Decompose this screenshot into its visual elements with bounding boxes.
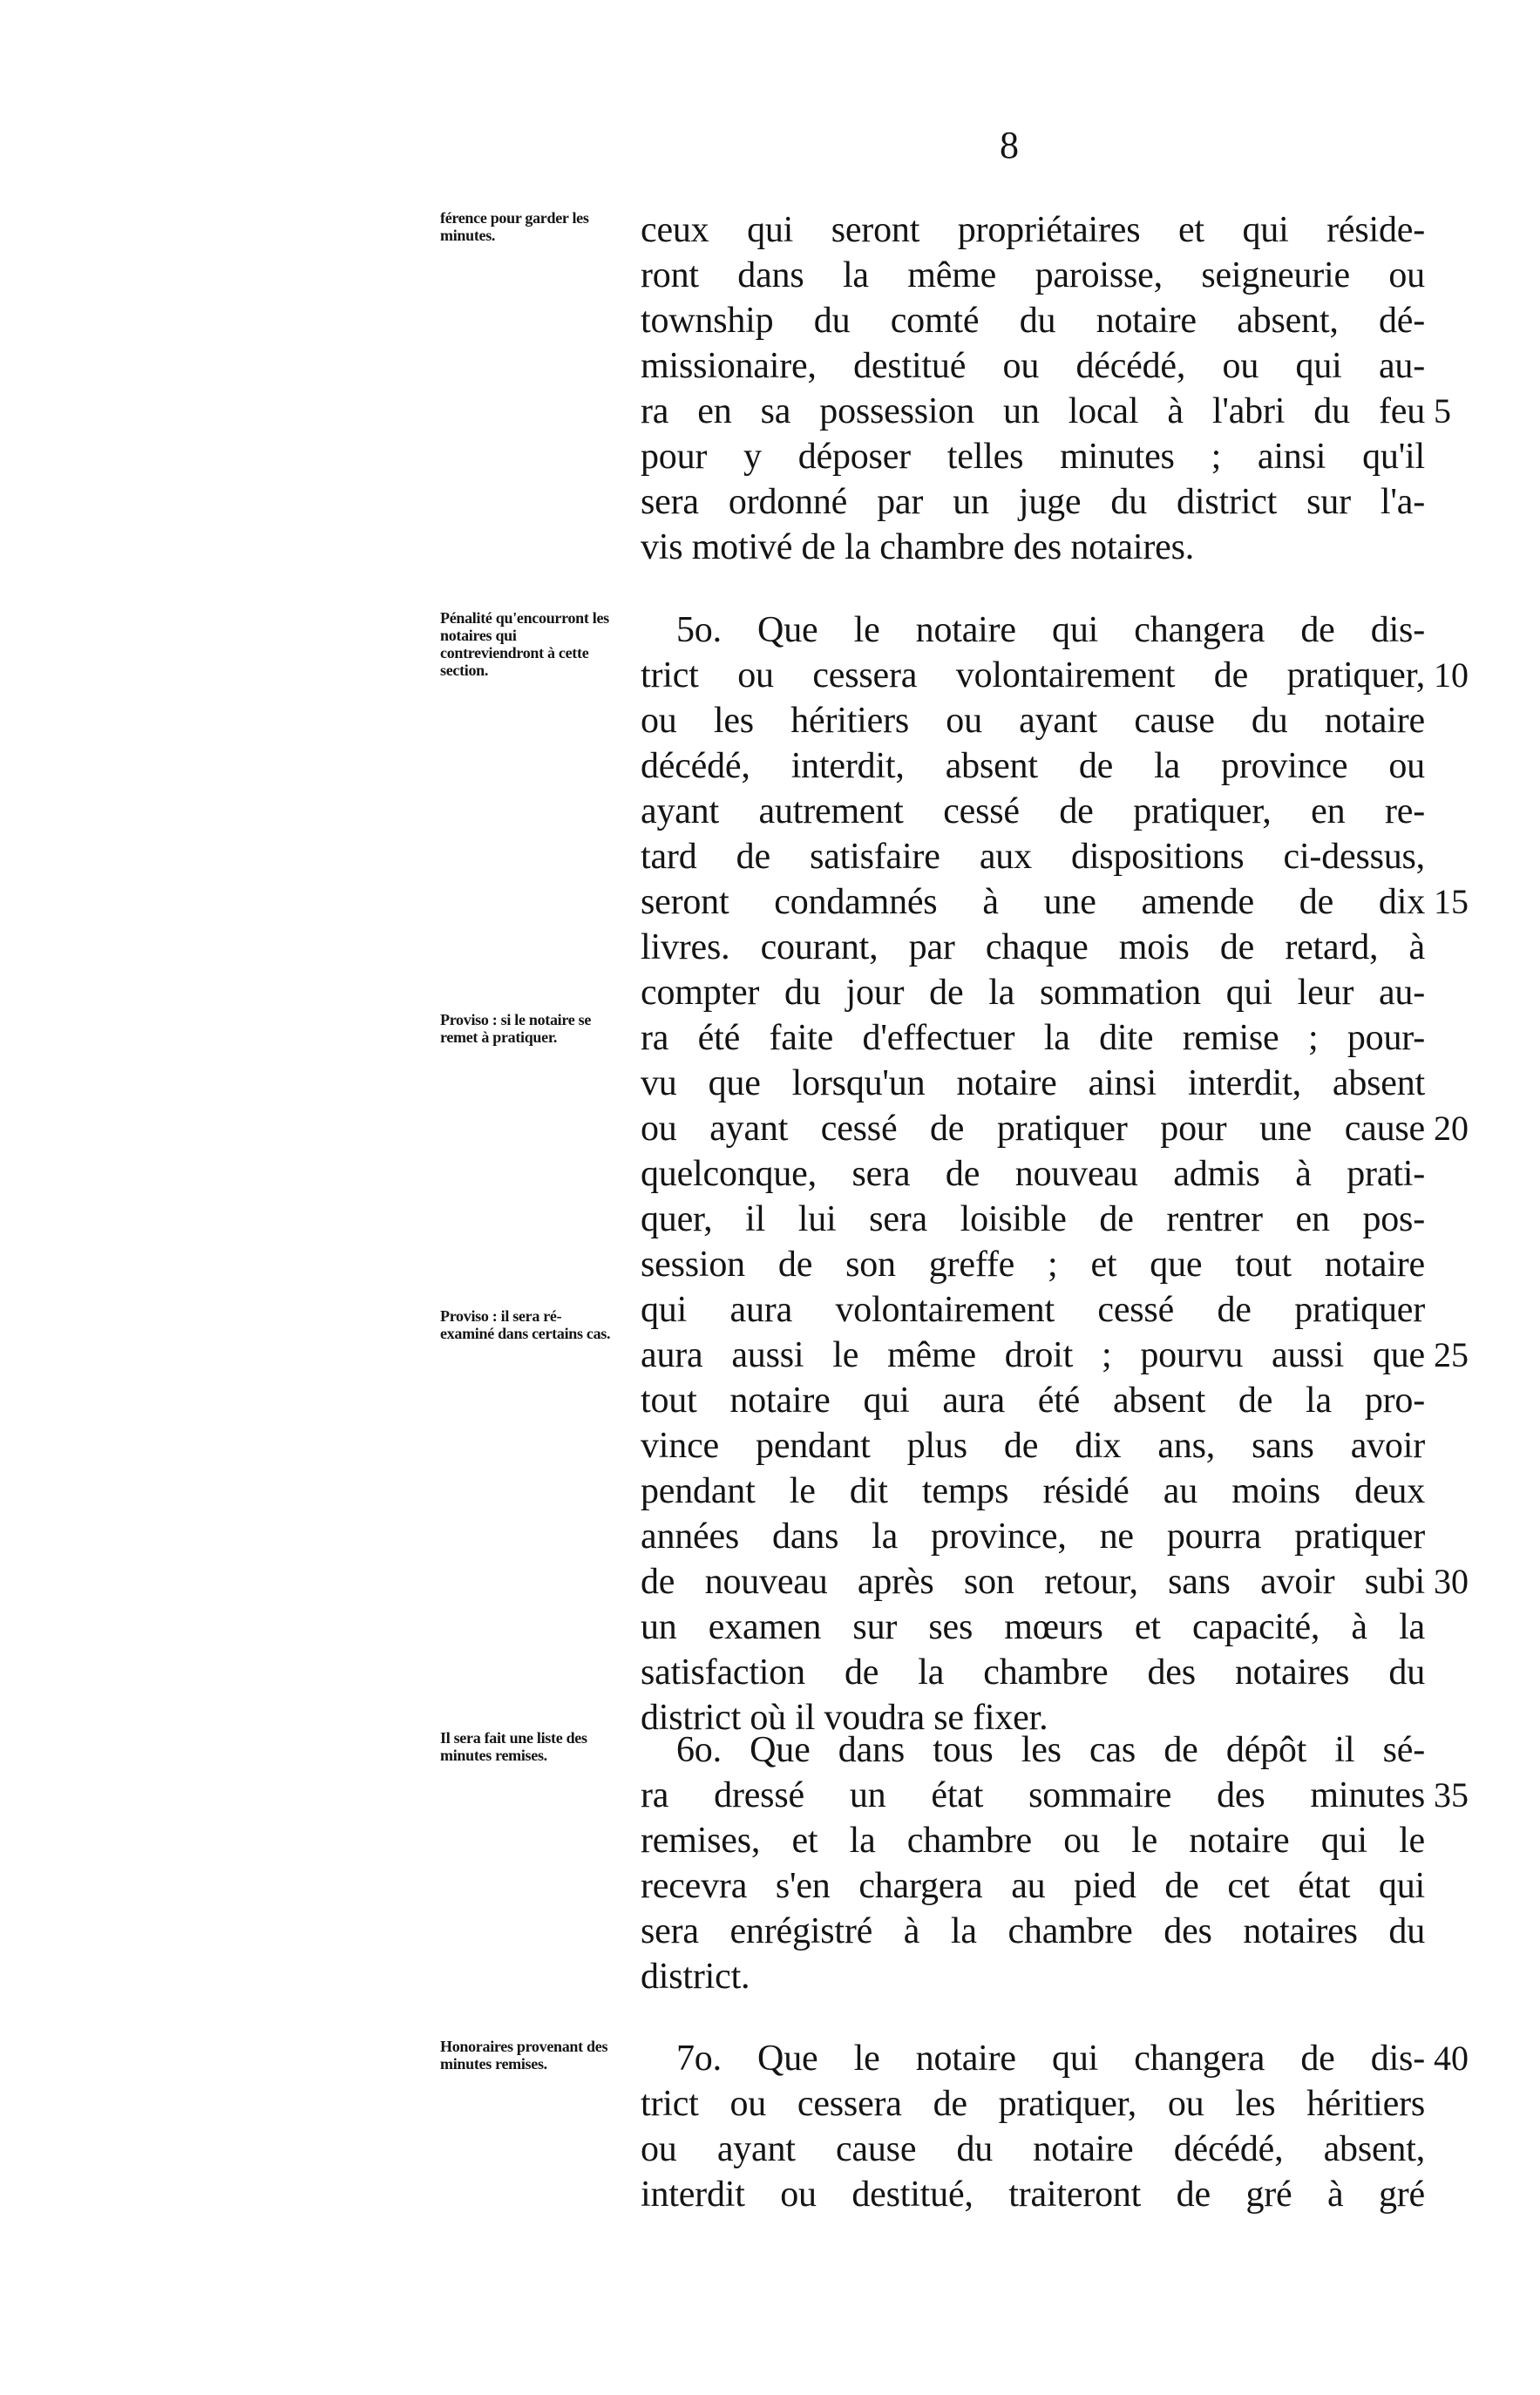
text-line: aura aussi le même droit ; pourvu aussi que	[641, 1335, 1425, 1375]
margin-note: Proviso : si le notaire se remet à pratiquer.	[440, 1011, 592, 1046]
text-line: district.	[641, 1957, 750, 1997]
text-line: vis motivé de la chambre des notaires.	[641, 527, 1195, 567]
text-line: ceux qui seront propriétaires et qui réside-	[641, 210, 1425, 250]
text-line: années dans la province, ne pourra pratiquer	[641, 1516, 1425, 1557]
line-number: 5	[1434, 391, 1451, 431]
line-number: 40	[1434, 2039, 1469, 2078]
text-line: tard de satisfaire aux dispositions ci-dessus,	[641, 837, 1425, 877]
margin-note: férence pour garder les minutes.	[440, 209, 589, 244]
text-line: quer, il lui sera loisible de rentrer en pos-	[641, 1199, 1425, 1239]
text-line: trict ou cessera de pratiquer, ou les héritiers	[641, 2084, 1425, 2124]
text-line: 6o. Que dans tous les cas de dépôt il sé-	[676, 1730, 1425, 1770]
text-line: remises, et la chambre ou le notaire qui le	[641, 1821, 1425, 1861]
margin-note: Proviso : il sera ré-examiné dans certains cas.	[440, 1307, 611, 1342]
text-line: township du comté du notaire absent, dé-	[641, 301, 1425, 341]
text-line: ayant autrement cessé de pratiquer, en re-	[641, 791, 1425, 831]
text-line: district où il voudra se fixer.	[641, 1698, 1048, 1738]
text-line: ou ayant cause du notaire décédé, absent,	[641, 2129, 1425, 2169]
text-line: 7o. Que le notaire qui changera de dis-	[676, 2039, 1425, 2079]
text-line: livres. courant, par chaque mois de retard, à	[641, 927, 1425, 967]
line-number: 25	[1434, 1335, 1469, 1374]
text-line: ou les héritiers ou ayant cause du notaire	[641, 701, 1425, 741]
text-line: pendant le dit temps résidé au moins deux	[641, 1471, 1425, 1511]
line-number: 10	[1434, 655, 1469, 695]
text-line: quelconque, sera de nouveau admis à prati-	[641, 1154, 1425, 1194]
text-line: ra été faite d'effectuer la dite remise ; pour-	[641, 1018, 1425, 1058]
text-line: pour y déposer telles minutes ; ainsi qu'il	[641, 437, 1425, 477]
text-line: session de son greffe ; et que tout notaire	[641, 1245, 1425, 1285]
text-line: ra dressé un état sommaire des minutes	[641, 1775, 1425, 1815]
text-line: sera ordonné par un juge du district sur l'a-	[641, 482, 1425, 522]
text-line: sera enrégistré à la chambre des notaires du	[641, 1911, 1425, 1951]
text-line: missionaire, destitué ou décédé, ou qui au-	[641, 346, 1425, 386]
margin-note: Honoraires provenant des minutes remises.	[440, 2038, 608, 2073]
text-line: ront dans la même paroisse, seigneurie ou	[641, 255, 1425, 295]
text-line: trict ou cessera volontairement de pratiquer,	[641, 655, 1425, 695]
line-number: 20	[1434, 1109, 1469, 1148]
text-line: seront condamnés à une amende de dix	[641, 882, 1425, 922]
line-number: 30	[1434, 1562, 1469, 1601]
text-line: de nouveau après son retour, sans avoir subi	[641, 1562, 1425, 1602]
text-line: un examen sur ses mœurs et capacité, à la	[641, 1607, 1425, 1647]
text-line: qui aura volontairement cessé de pratiquer	[641, 1290, 1425, 1330]
line-number: 35	[1434, 1775, 1469, 1815]
margin-note: Il sera fait une liste des minutes remises.	[440, 1729, 587, 1764]
text-line: vince pendant plus de dix ans, sans avoir	[641, 1426, 1425, 1466]
margin-note: Pénalité qu'encourront les notaires qui contreviendront à cette section.	[440, 609, 609, 679]
text-line: 5o. Que le notaire qui changera de dis-	[676, 610, 1425, 650]
text-line: ra en sa possession un local à l'abri du feu	[641, 391, 1425, 431]
text-line: compter du jour de la sommation qui leur au-	[641, 973, 1425, 1013]
text-line: interdit ou destitué, traiteront de gré à gré	[641, 2174, 1425, 2215]
line-number: 15	[1434, 882, 1469, 921]
text-line: tout notaire qui aura été absent de la pro-	[641, 1381, 1425, 1421]
page-number: 8	[1000, 124, 1019, 166]
text-line: vu que lorsqu'un notaire ainsi interdit, absent	[641, 1063, 1425, 1103]
text-line: satisfaction de la chambre des notaires du	[641, 1652, 1425, 1693]
text-line: recevra s'en chargera au pied de cet état qui	[641, 1866, 1425, 1906]
text-line: décédé, interdit, absent de la province ou	[641, 746, 1425, 786]
text-line: ou ayant cessé de pratiquer pour une cause	[641, 1109, 1425, 1149]
